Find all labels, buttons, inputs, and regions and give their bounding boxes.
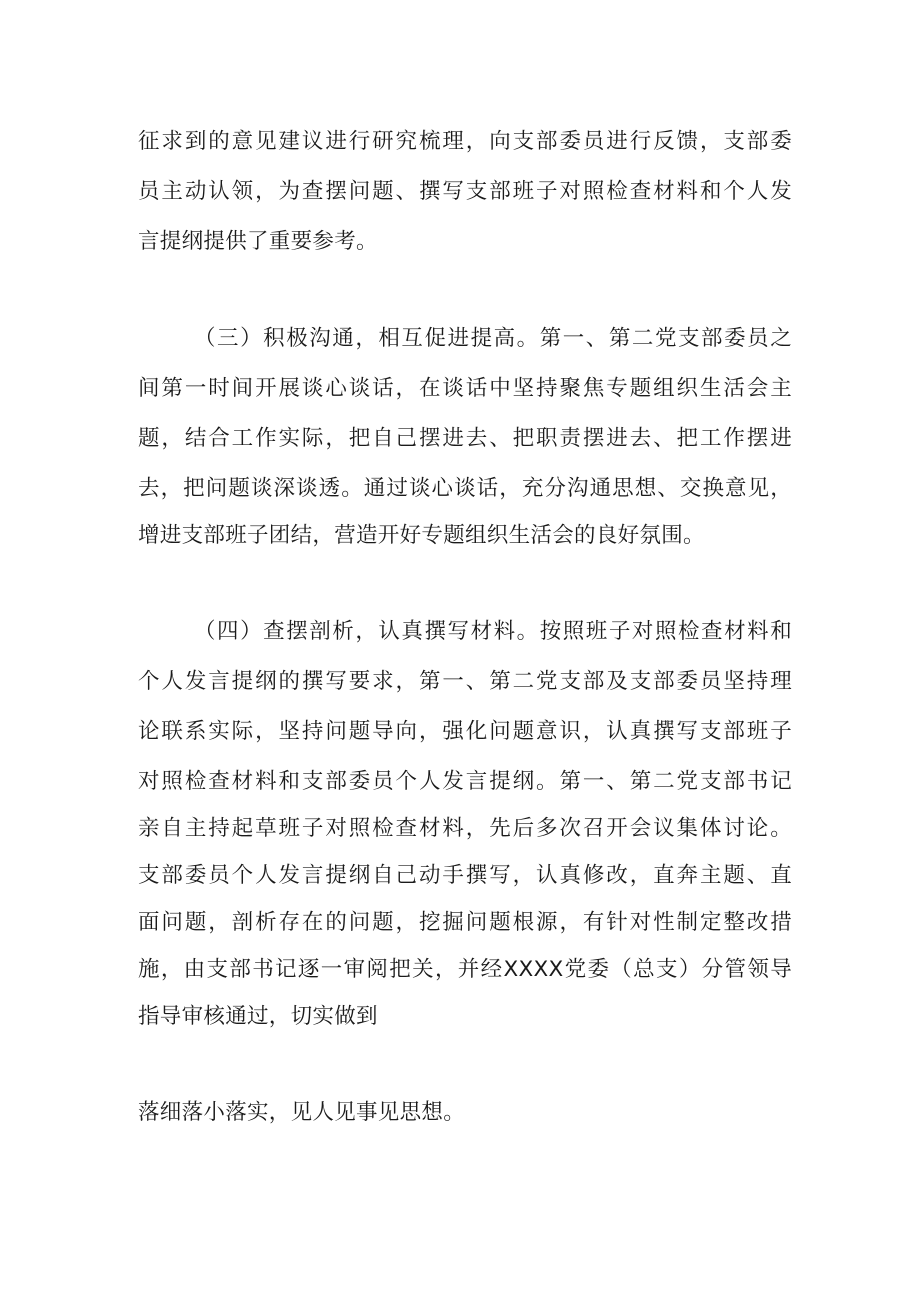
text-line: 去，把问题谈深谈透。通过谈心谈话，充分沟通思想、交换意见， [138, 476, 792, 501]
text-line: 指导审核通过，切实做到 [138, 1004, 378, 1029]
text-line: 面问题，剖析存在的问题，挖掘问题根源，有针对性制定整改措 [138, 910, 792, 935]
text-line: 个人发言提纲的撰写要求，第一、第二党支部及支部委员坚持理 [138, 669, 792, 694]
text-line: 支部委员个人发言提纲自己动手撰写，认真修改，直奔主题、直 [138, 863, 792, 888]
text-line: 落细落小落实，见人见事见思想。 [138, 1100, 466, 1125]
text-line: 员主动认领，为查摆问题、撰写支部班子对照检查材料和个人发 [138, 179, 792, 204]
text-line: 题，结合工作实际，把自己摆进去、把职责摆进去、把工作摆进 [138, 426, 792, 451]
text-line: （四）查摆剖析，认真撰写材料。按照班子对照检查材料和 [194, 619, 792, 644]
text-line: 征求到的意见建议进行研究梳理，向支部委员进行反馈，支部委 [138, 129, 792, 154]
text-line: 论联系实际，坚持问题导向，强化问题意识，认真撰写支部班子 [138, 719, 792, 744]
text-line: 增进支部班子团结，营造开好专题组织生活会的良好氛围。 [138, 523, 705, 548]
text-line: 间第一时间开展谈心谈话，在谈话中坚持聚焦专题组织生活会主 [138, 376, 792, 401]
text-line: 施，由支部书记逐一审阅把关，并经XXXX党委（总支）分管领导 [138, 957, 792, 982]
text-line: 言提纲提供了重要参考。 [138, 229, 378, 254]
text-line: 亲自主持起草班子对照检查材料，先后多次召开会议集体讨论。 [138, 816, 792, 841]
text-line: （三）积极沟通，相互促进提高。第一、第二党支部委员之 [194, 326, 792, 351]
text-line: 对照检查材料和支部委员个人发言提纲。第一、第二党支部书记 [138, 769, 792, 794]
